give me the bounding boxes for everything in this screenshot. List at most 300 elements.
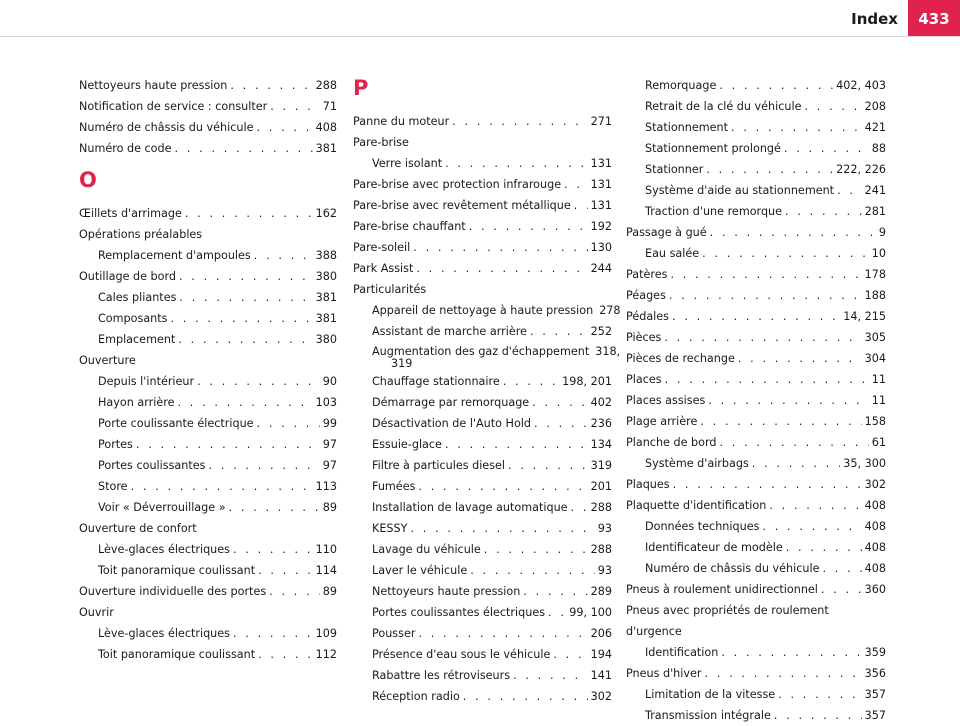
index-entry[interactable] <box>626 306 886 327</box>
index-entry[interactable] <box>353 174 612 195</box>
dot-leader <box>564 174 588 195</box>
index-subentry[interactable] <box>353 371 612 392</box>
index-subentry[interactable] <box>353 300 621 321</box>
index-entry[interactable] <box>626 579 886 600</box>
dot-leader <box>463 686 588 707</box>
dot-leader <box>254 245 313 266</box>
index-entry[interactable] <box>79 117 337 138</box>
entry-group <box>626 579 886 600</box>
index-entry[interactable] <box>79 138 337 159</box>
dot-leader <box>784 138 869 159</box>
entry-pages[interactable]: 11 <box>871 373 886 386</box>
dot-leader <box>416 258 587 279</box>
dot-leader <box>445 153 588 174</box>
entry-term: Présence d'eau sous le véhicule <box>372 648 551 661</box>
entry-term: Planche de bord <box>626 436 717 449</box>
index-entry[interactable] <box>626 369 886 390</box>
entry-group <box>79 75 337 159</box>
index-entry[interactable] <box>626 495 886 516</box>
entry-group <box>626 264 886 432</box>
entry-term: Plaquette d'identification <box>626 499 767 512</box>
entry-term: Outillage de bord <box>79 270 176 283</box>
index-subentry[interactable] <box>626 705 886 726</box>
dot-leader <box>738 348 862 369</box>
entry-term: Lève-glaces électriques <box>98 543 230 556</box>
entry-pages[interactable]: 158 <box>864 415 886 428</box>
entry-term: Péages <box>626 289 666 302</box>
entry-term: Stationner <box>645 163 704 176</box>
index-entry[interactable] <box>79 203 337 224</box>
index-subentry[interactable] <box>79 455 337 476</box>
dot-leader <box>269 581 320 602</box>
dot-leader <box>208 455 319 476</box>
entry-pages[interactable]: 360 <box>864 583 886 596</box>
letter-heading-p: P <box>353 76 369 100</box>
entry-pages[interactable]: 302 <box>864 478 886 491</box>
dot-leader <box>664 327 861 348</box>
index-parent-label[interactable]: Ouverture de confort <box>79 522 197 535</box>
index-entry[interactable] <box>626 663 886 684</box>
dot-leader <box>185 203 313 224</box>
entry-pages[interactable]: 99, 100 <box>569 606 612 619</box>
index-subentry[interactable] <box>353 581 612 602</box>
entry-pages[interactable]: 408 <box>864 499 886 512</box>
entry-term: Plage arrière <box>626 415 698 428</box>
entry-term: Stationnement prolongé <box>645 142 781 155</box>
entry-pages[interactable]: 356 <box>864 667 886 680</box>
index-entry[interactable] <box>626 474 886 495</box>
entry-term: Laver le véhicule <box>372 564 468 577</box>
index-subentry[interactable] <box>79 644 337 665</box>
dot-leader <box>177 392 312 413</box>
entry-pages[interactable]: 381 <box>315 312 337 325</box>
entry-pages[interactable]: 244 <box>590 262 612 275</box>
entry-pages[interactable]: 130 <box>590 241 612 254</box>
entry-pages[interactable]: 281 <box>864 205 886 218</box>
index-parent-label[interactable]: Particularités <box>353 283 427 296</box>
dot-leader <box>532 392 587 413</box>
entry-group <box>626 663 886 684</box>
entry-pages[interactable]: 380 <box>315 270 337 283</box>
entry-term: Cales pliantes <box>98 291 177 304</box>
index-subentry[interactable] <box>353 434 612 455</box>
entry-group <box>353 153 612 174</box>
index-subentry[interactable] <box>626 159 886 180</box>
entry-term: Portes coulissantes électriques <box>372 606 546 619</box>
dot-leader <box>413 237 587 258</box>
entry-pages[interactable]: 302 <box>590 690 612 703</box>
entry-pages[interactable]: 206 <box>590 627 612 640</box>
entry-term: Essuie-glace <box>372 438 442 451</box>
entry-term: Plaques <box>626 478 670 491</box>
entry-pages[interactable]: 162 <box>315 207 337 220</box>
entry-term: Places <box>626 373 662 386</box>
dot-leader <box>665 369 869 390</box>
dot-leader <box>774 705 862 726</box>
entry-pages[interactable]: 288 <box>590 543 612 556</box>
index-entry[interactable] <box>626 432 886 453</box>
index-subentry[interactable] <box>353 497 612 518</box>
dot-leader <box>470 560 595 581</box>
dot-leader <box>752 453 841 474</box>
entry-pages[interactable]: 11 <box>871 394 886 407</box>
index-entry[interactable] <box>626 348 886 369</box>
index-column-3 <box>626 75 886 726</box>
entry-pages[interactable]: 208 <box>864 100 886 113</box>
entry-pages[interactable]: 381 <box>315 291 337 304</box>
dot-leader <box>786 537 862 558</box>
page-number-badge: 433 <box>908 0 960 37</box>
entry-pages[interactable]: 288 <box>315 79 337 92</box>
entry-pages[interactable]: 402, 403 <box>836 79 886 92</box>
entry-pages[interactable]: 103 <box>315 396 337 409</box>
entry-pages[interactable]: 359 <box>864 646 886 659</box>
index-subentry[interactable] <box>353 392 612 413</box>
index-subentry[interactable] <box>353 413 612 434</box>
dot-leader <box>721 642 861 663</box>
entry-pages[interactable]: 178 <box>864 268 886 281</box>
entry-group <box>353 111 612 132</box>
index-subentry[interactable] <box>79 623 337 644</box>
dot-leader <box>805 96 862 117</box>
index-subentry[interactable] <box>626 117 886 138</box>
entry-term: Verre isolant <box>372 157 443 170</box>
index-entry[interactable] <box>626 222 886 243</box>
entry-term: Pièces de rechange <box>626 352 735 365</box>
index-entry[interactable] <box>79 96 337 117</box>
entry-pages[interactable]: 61 <box>871 436 886 449</box>
index-entry[interactable] <box>353 237 612 258</box>
index-subentry[interactable] <box>626 684 886 705</box>
index-subentry[interactable] <box>626 558 886 579</box>
index-subentry[interactable] <box>626 75 886 96</box>
entry-pages[interactable]: 192 <box>590 220 612 233</box>
entry-term: Voir « Déverrouillage » <box>98 501 226 514</box>
entry-group <box>79 581 337 602</box>
entry-term: Eau salée <box>645 247 700 260</box>
dot-leader <box>548 602 566 623</box>
dot-leader <box>672 306 840 327</box>
entry-term: Passage à gué <box>626 226 707 239</box>
dot-leader <box>418 476 587 497</box>
entry-group <box>626 495 886 516</box>
index-subentry[interactable] <box>79 476 337 497</box>
index-subentry[interactable] <box>79 245 337 266</box>
index-subentry[interactable] <box>626 180 886 201</box>
index-subentry[interactable] <box>626 96 886 117</box>
entry-term: Système d'airbags <box>645 457 749 470</box>
entry-pages[interactable]: 89 <box>322 501 337 514</box>
letter-heading-o: O <box>79 168 97 192</box>
entry-pages[interactable]: 408 <box>864 520 886 533</box>
dot-leader <box>256 117 312 138</box>
dot-leader <box>778 684 861 705</box>
index-subentry[interactable] <box>626 201 886 222</box>
index-subentry[interactable] <box>353 665 612 686</box>
entry-term: Pare-brise avec revêtement métallique <box>353 199 571 212</box>
index-column-2 <box>353 75 621 707</box>
index-entry[interactable] <box>79 75 337 96</box>
entry-pages[interactable]: 289 <box>590 585 612 598</box>
entry-pages-continued[interactable]: 319 <box>391 357 413 370</box>
entry-pages[interactable]: 112 <box>315 648 337 661</box>
entry-pages[interactable]: 408 <box>315 121 337 134</box>
index-entry[interactable] <box>626 327 886 348</box>
index-subentry[interactable] <box>626 537 886 558</box>
entry-group <box>79 287 337 350</box>
dot-leader <box>131 476 313 497</box>
entry-pages[interactable]: 381 <box>315 142 337 155</box>
entry-pages[interactable]: 97 <box>322 438 337 451</box>
dot-leader <box>534 413 588 434</box>
entry-term: Stationnement <box>645 121 729 134</box>
entry-term: Pare-brise avec protection infrarouge <box>353 178 562 191</box>
entry-pages[interactable]: 14, 215 <box>843 310 886 323</box>
page-title: Index <box>851 10 898 28</box>
entry-pages[interactable]: 252 <box>590 325 612 338</box>
index-subentry[interactable] <box>353 602 612 623</box>
dot-leader <box>670 264 861 285</box>
dot-leader <box>197 371 320 392</box>
index-subentry[interactable] <box>79 308 337 329</box>
entry-term: Store <box>98 480 128 493</box>
index-subentry[interactable] <box>79 413 337 434</box>
entry-pages[interactable]: 236 <box>590 417 612 430</box>
dot-leader <box>708 390 868 411</box>
entry-term: Pare-soleil <box>353 241 411 254</box>
entry-pages[interactable]: 304 <box>864 352 886 365</box>
index-subentry[interactable] <box>79 392 337 413</box>
dot-leader <box>530 321 588 342</box>
dot-leader <box>822 558 861 579</box>
index-subentry[interactable] <box>79 539 337 560</box>
entry-pages[interactable]: 131 <box>590 199 612 212</box>
dot-leader <box>719 432 868 453</box>
index-subentry[interactable] <box>353 455 612 476</box>
entry-term: Filtre à particules diesel <box>372 459 506 472</box>
dot-leader <box>175 138 313 159</box>
entry-term: Œillets d'arrimage <box>79 207 182 220</box>
index-subentry[interactable] <box>626 642 886 663</box>
index-subentry[interactable] <box>79 434 337 455</box>
index-subentry[interactable] <box>353 518 612 539</box>
entry-pages[interactable]: 278 <box>599 304 621 317</box>
entry-pages[interactable]: 319 <box>590 459 612 472</box>
entry-pages[interactable]: 113 <box>315 480 337 493</box>
entry-group <box>626 474 886 495</box>
dot-leader <box>503 371 559 392</box>
entry-pages[interactable]: 71 <box>322 100 337 113</box>
entry-pages[interactable]: 109 <box>315 627 337 640</box>
index-subentry[interactable] <box>626 243 886 264</box>
index-subentry[interactable] <box>79 371 337 392</box>
entry-pages[interactable]: 402 <box>590 396 612 409</box>
index-subentry[interactable] <box>353 153 612 174</box>
index-subentry[interactable] <box>626 453 886 474</box>
dot-leader <box>762 516 861 537</box>
entry-pages[interactable]: 188 <box>864 289 886 302</box>
index-subentry[interactable] <box>626 138 886 159</box>
entry-pages[interactable]: 10 <box>871 247 886 260</box>
entry-pages[interactable]: 131 <box>590 178 612 191</box>
entry-term: Numéro de châssis du véhicule <box>645 562 820 575</box>
entry-term: Porte coulissante électrique <box>98 417 254 430</box>
index-entry[interactable] <box>353 258 612 279</box>
entry-pages[interactable]: 110 <box>315 543 337 556</box>
dot-leader <box>574 195 588 216</box>
index-entry[interactable] <box>626 390 886 411</box>
index-entry[interactable] <box>353 195 612 216</box>
entry-group <box>353 174 612 279</box>
index-subentry[interactable] <box>353 623 612 644</box>
index-subentry[interactable] <box>79 287 337 308</box>
dot-leader <box>258 644 313 665</box>
entry-pages[interactable]: 35, 300 <box>843 457 886 470</box>
index-subentry[interactable] <box>79 497 337 518</box>
index-subentry[interactable] <box>353 686 612 707</box>
entry-term: Augmentation des gaz d'échappement <box>372 345 590 358</box>
dot-leader <box>710 222 876 243</box>
dot-leader <box>270 96 320 117</box>
index-entry[interactable] <box>353 111 612 132</box>
entry-term: Transmission intégrale <box>645 709 771 722</box>
entry-pages[interactable]: 388 <box>315 249 337 262</box>
dot-leader <box>553 644 587 665</box>
entry-term: Toit panoramique coulissant <box>98 564 256 577</box>
entry-term: Pédales <box>626 310 670 323</box>
index-subentry[interactable] <box>353 539 612 560</box>
entry-pages[interactable]: 114 <box>315 564 337 577</box>
dot-leader <box>452 111 587 132</box>
dot-leader <box>257 413 320 434</box>
entry-term: Données techniques <box>645 520 760 533</box>
entry-term: Système d'aide au stationnement <box>645 184 835 197</box>
entry-pages[interactable]: 93 <box>597 522 612 535</box>
index-parent-label[interactable]: Pneus avec propriétés de roulement d'urgence <box>626 604 829 638</box>
entry-pages[interactable]: 357 <box>864 709 886 722</box>
entry-term: Remplacement d'ampoules <box>98 249 251 262</box>
entry-term: Installation de lavage automatique <box>372 501 568 514</box>
index-entry[interactable] <box>79 581 337 602</box>
index-entry[interactable] <box>626 285 886 306</box>
index-parent-label[interactable]: Ouvrir <box>79 606 114 619</box>
entry-pages[interactable]: 357 <box>864 688 886 701</box>
dot-leader <box>179 287 312 308</box>
entry-term: Réception radio <box>372 690 460 703</box>
index-subentry[interactable] <box>353 321 612 342</box>
entry-term: Pièces <box>626 331 662 344</box>
entry-pages[interactable]: 9 <box>878 226 886 239</box>
dot-leader <box>731 117 862 138</box>
entry-pages[interactable]: 89 <box>322 585 337 598</box>
entry-term: Retrait de la clé du véhicule <box>645 100 802 113</box>
entry-pages[interactable]: 131 <box>590 157 612 170</box>
entry-group <box>626 243 886 264</box>
entry-term: Remorquage <box>645 79 717 92</box>
entry-term: Pneus à roulement unidirectionnel <box>626 583 818 596</box>
entry-pages[interactable]: 194 <box>590 648 612 661</box>
entry-term: Pousser <box>372 627 416 640</box>
entry-pages[interactable]: 198, 201 <box>562 375 612 388</box>
index-subentry[interactable] <box>353 560 612 581</box>
index-parent-label[interactable]: Pare-brise <box>353 136 409 149</box>
entry-term: Pare-brise chauffant <box>353 220 466 233</box>
dot-leader <box>233 623 313 644</box>
entry-term: Appareil de nettoyage à haute pression <box>372 304 594 317</box>
entry-term: Depuis l'intérieur <box>98 375 195 388</box>
entry-term: Places assises <box>626 394 706 407</box>
entry-pages[interactable]: 93 <box>597 564 612 577</box>
entry-pages[interactable]: 201 <box>590 480 612 493</box>
entry-pages[interactable]: 271 <box>590 115 612 128</box>
entry-group <box>626 222 886 243</box>
dot-leader <box>571 497 588 518</box>
entry-term: Portes coulissantes <box>98 459 206 472</box>
entry-pages[interactable]: 288 <box>590 501 612 514</box>
index-subentry[interactable] <box>79 560 337 581</box>
entry-group <box>626 642 886 663</box>
dot-leader <box>508 455 588 476</box>
index-subentry[interactable] <box>353 476 612 497</box>
index-entry[interactable] <box>626 411 886 432</box>
entry-pages[interactable]: 90 <box>322 375 337 388</box>
dot-leader <box>178 329 312 350</box>
entry-term: Notification de service : consulter <box>79 100 268 113</box>
entry-pages[interactable]: 408 <box>864 562 886 575</box>
dot-leader <box>171 308 313 329</box>
index-subentry[interactable] <box>353 342 621 371</box>
index-subentry[interactable] <box>626 516 886 537</box>
index-entry[interactable] <box>79 266 337 287</box>
index-subentry[interactable] <box>79 329 337 350</box>
entry-group <box>626 684 886 726</box>
index-entry[interactable] <box>353 216 612 237</box>
entry-term: Traction d'une remorque <box>645 205 783 218</box>
entry-term: Assistant de marche arrière <box>372 325 527 338</box>
entry-pages[interactable]: 222, 226 <box>836 163 886 176</box>
entry-term: Portes <box>98 438 133 451</box>
entry-pages[interactable]: 318, <box>595 345 621 358</box>
entry-term: Park Assist <box>353 262 414 275</box>
entry-term: Identificateur de modèle <box>645 541 783 554</box>
entry-term: KESSY <box>372 522 408 535</box>
dot-leader <box>418 623 587 644</box>
entry-pages[interactable]: 305 <box>864 331 886 344</box>
entry-pages[interactable]: 380 <box>315 333 337 346</box>
entry-group <box>79 203 337 224</box>
entry-pages[interactable]: 97 <box>322 459 337 472</box>
index-subentry[interactable] <box>353 644 612 665</box>
dot-leader <box>669 285 862 306</box>
entry-pages[interactable]: 134 <box>590 438 612 451</box>
dot-leader <box>673 474 862 495</box>
entry-term: Composants <box>98 312 168 325</box>
entry-group <box>79 245 337 266</box>
index-entry[interactable] <box>626 264 886 285</box>
entry-term: Lavage du véhicule <box>372 543 481 556</box>
entry-pages[interactable]: 241 <box>864 184 886 197</box>
entry-pages[interactable]: 141 <box>590 669 612 682</box>
entry-pages[interactable]: 88 <box>871 142 886 155</box>
entry-pages[interactable]: 421 <box>864 121 886 134</box>
entry-term: Toit panoramique coulissant <box>98 648 256 661</box>
index-parent-label[interactable]: Opérations préalables <box>79 228 203 241</box>
entry-pages[interactable]: 99 <box>322 417 337 430</box>
index-parent-label[interactable]: Ouverture <box>79 354 136 367</box>
dot-leader <box>469 216 588 237</box>
entry-pages[interactable]: 408 <box>864 541 886 554</box>
index-column-1 <box>79 75 337 665</box>
